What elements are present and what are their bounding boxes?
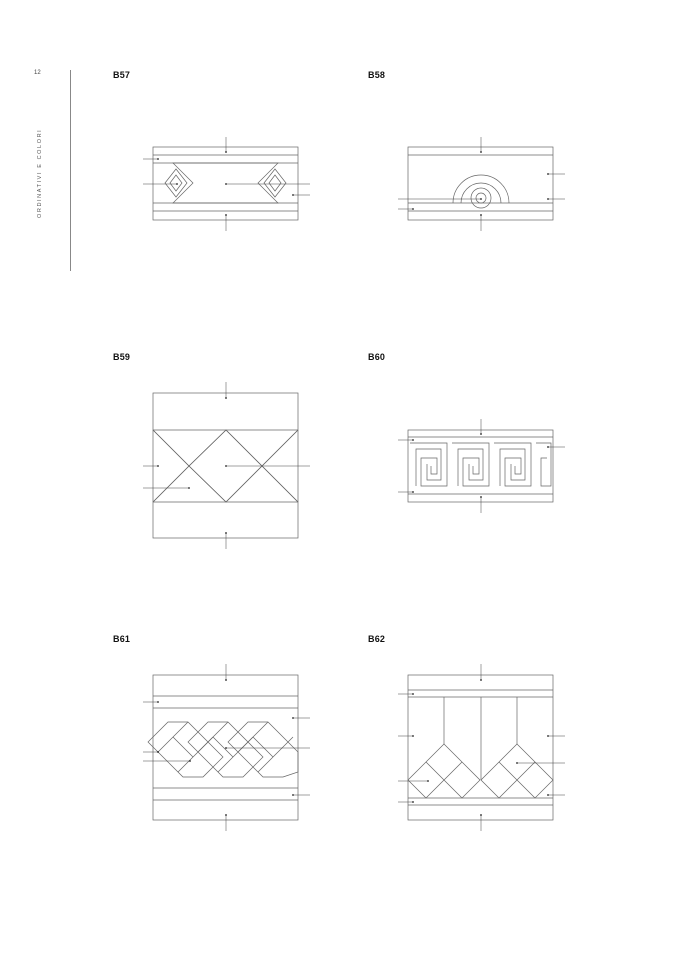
section-title: ORDINATIVI E COLORI: [37, 128, 43, 218]
pattern-drawing-b58: [398, 137, 565, 231]
pattern-code-b58: B58: [368, 70, 386, 80]
pattern-code-b57: B57: [113, 70, 131, 80]
page-number: 12: [34, 70, 41, 76]
pattern-drawing-b60: [398, 419, 565, 513]
pattern-drawing-b62: [398, 664, 565, 831]
pattern-drawing-b59: [143, 382, 310, 549]
pattern-code-b60: B60: [368, 352, 386, 362]
pattern-code-b59: B59: [113, 352, 131, 362]
pattern-code-b62: B62: [368, 634, 386, 644]
pattern-drawing-b61: [143, 664, 310, 831]
pattern-drawing-b57: [143, 137, 310, 231]
pattern-code-b61: B61: [113, 634, 131, 644]
